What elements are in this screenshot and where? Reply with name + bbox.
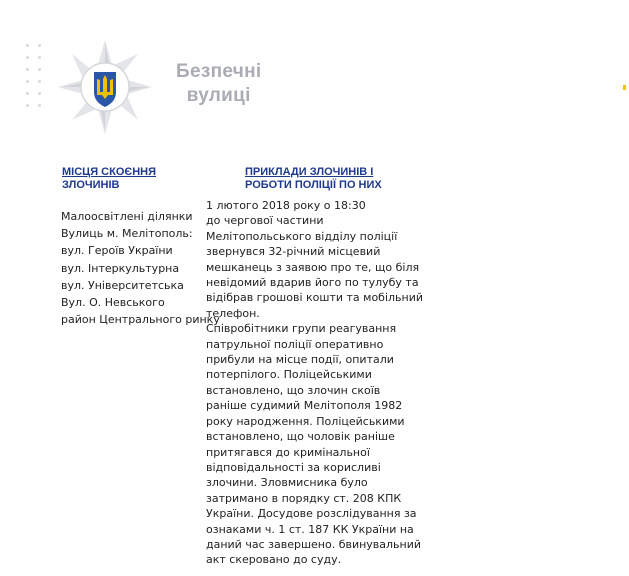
text-line: злочини. Зловмисника було	[206, 476, 368, 490]
list-item: Вул. О. Невського	[61, 296, 165, 310]
list-item: район Центрального ринку	[61, 313, 220, 327]
text-line: встановлено, що злочин скоїв	[206, 383, 381, 397]
text-line: патрульної поліції оперативно	[206, 337, 384, 351]
text-line: відповідальності за корисливі	[206, 460, 381, 474]
text-line: потерпілого. Поліцейськими	[206, 368, 372, 382]
text-line: Мелітопольського відділу поліції	[206, 229, 398, 243]
list-item: вул. Університетська	[61, 278, 184, 292]
text-line: встановлено, що чоловік раніше	[206, 430, 395, 444]
text-line: даний час завершено. бвинувальний	[206, 537, 422, 551]
places-header-line-2: ЗЛОЧИНІВ	[62, 179, 120, 191]
text-line: ознаками ч. 1 ст. 187 КК України на	[206, 522, 414, 536]
examples-header-line-2: РОБОТИ ПОЛІЦІЇ ПО НИХ	[245, 179, 382, 191]
text-line: року народження. Поліцейськими	[206, 414, 405, 428]
brand-title	[176, 60, 261, 108]
brand-line-1: Безпечні	[176, 61, 262, 82]
examples-header	[245, 166, 382, 192]
text-line: акт скеровано до суду.	[206, 553, 342, 567]
text-line: мешканець з заявою про те, що біля	[206, 260, 420, 274]
text-line: України. Досудове розслідування за	[206, 507, 417, 521]
text-line: притягався до кримінальної	[206, 445, 370, 459]
text-line: звернувся 32-річний місцевий	[206, 245, 381, 259]
crime-example-text	[206, 198, 424, 568]
text-line: відібрав грошові кошти та мобільний	[206, 291, 424, 305]
crime-places-list	[61, 208, 220, 328]
decorative-dot-grid	[26, 44, 50, 116]
text-line: телефон.	[206, 306, 260, 320]
text-line: невідомий вдарив його по тулубу та	[206, 276, 419, 290]
accent-mark	[623, 85, 626, 90]
brand-line-2: вулиці	[186, 85, 251, 106]
police-star-trident-icon	[56, 38, 154, 136]
text-line: затримано в порядку ст. 208 КПК	[206, 491, 402, 505]
places-header	[62, 166, 156, 192]
text-line: 1 лютого 2018 року о 18:30	[206, 199, 366, 212]
list-item: Малоосвітлені ділянки	[61, 210, 193, 223]
text-line: раніше судимий Мелітополя 1982	[206, 399, 403, 413]
text-line: до чергової частини	[206, 214, 324, 228]
text-line: Співробітники групи реагування	[206, 322, 397, 336]
places-header-line-1: МІСЦЯ СКОЄННЯ	[62, 166, 156, 178]
text-line: прибули на місце події, опитали	[206, 353, 394, 367]
examples-header-line-1: ПРИКЛАДИ ЗЛОЧИНІВ І	[245, 166, 374, 178]
list-item: вул. Героїв України	[61, 244, 173, 258]
list-item: вул. Інтеркультурна	[61, 261, 180, 275]
list-item: Вулиць м. Мелітополь:	[61, 227, 193, 241]
